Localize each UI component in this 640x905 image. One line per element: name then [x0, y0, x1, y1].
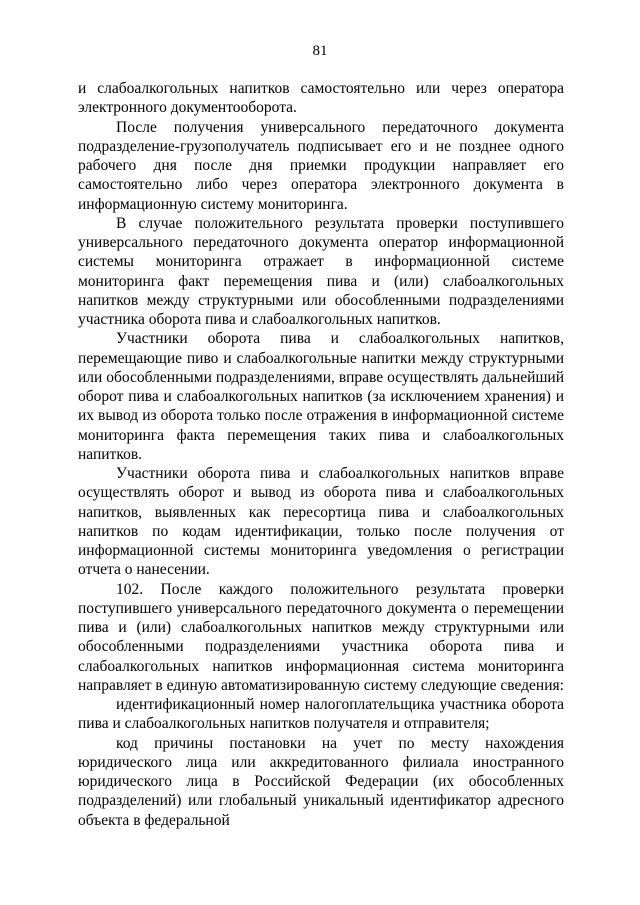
page-number: 81	[312, 43, 328, 59]
paragraph: код причины постановки на учет по месту нахождения юридического лица или аккредитованного филиала иностранного юридического лица в Российской Федерации (их обособленных подразделений) или глобальный уникальный идентификатор адресного объекта в федеральной	[78, 734, 564, 829]
paragraph: После получения универсального передаточного документа подразделение-грузополучатель подписывает его и не позднее одного рабочего дня после дня приемки продукции направляет его самостоятельно либо через оператора электронного документа в информационную систему мониторинга.	[78, 118, 564, 213]
paragraph: В случае положительного результата проверки поступившего универсального передаточного документа оператор информационной системы мониторинга отражает в информационной системе мониторинга факт перемещения пива и (или) слабоалкогольных напитков между структурными или обособленными подразделениями участника оборота пива и слабоалкогольных напитков.	[78, 214, 564, 328]
paragraph-continuation: и слабоалкогольных напитков самостоятельно или через оператора электронного документооборота.	[78, 80, 564, 117]
document-body	[78, 79, 564, 830]
paragraph-clause-102: 102. После каждого положительного результата проверки поступившего универсального передаточного документа о перемещении пива и (или) слабоалкогольных напитков между структурными или обособленными подразделениями участника оборота пива и слабоалкогольных напитков информационная система мониторинга направляет в единую автоматизированную систему следующие сведения:	[78, 580, 564, 694]
paragraph: Участники оборота пива и слабоалкогольных напитков вправе осуществлять оборот и вывод из оборота пива и слабоалкогольных напитков, выявленных как пересортица пива и слабоалкогольных напитков по кодам идентификации, только после получения от информационной системы мониторинга уведомления о регистрации отчета о нанесении.	[78, 465, 564, 579]
paragraph: Участники оборота пива и слабоалкогольных напитков, перемещающие пиво и слабоалкогольные напитки между структурными или обособленными подразделениями, вправе осуществлять дальнейший оборот пива и слабоалкогольных напитков (за исключением хранения) и их вывод из оборота только после отражения в информационной системе мониторинга факта перемещения таких пива и слабоалкогольных напитков.	[78, 330, 564, 463]
paragraph: идентификационный номер налогоплательщика участника оборота пива и слабоалкогольных напитков получателя и отправителя;	[78, 696, 564, 733]
